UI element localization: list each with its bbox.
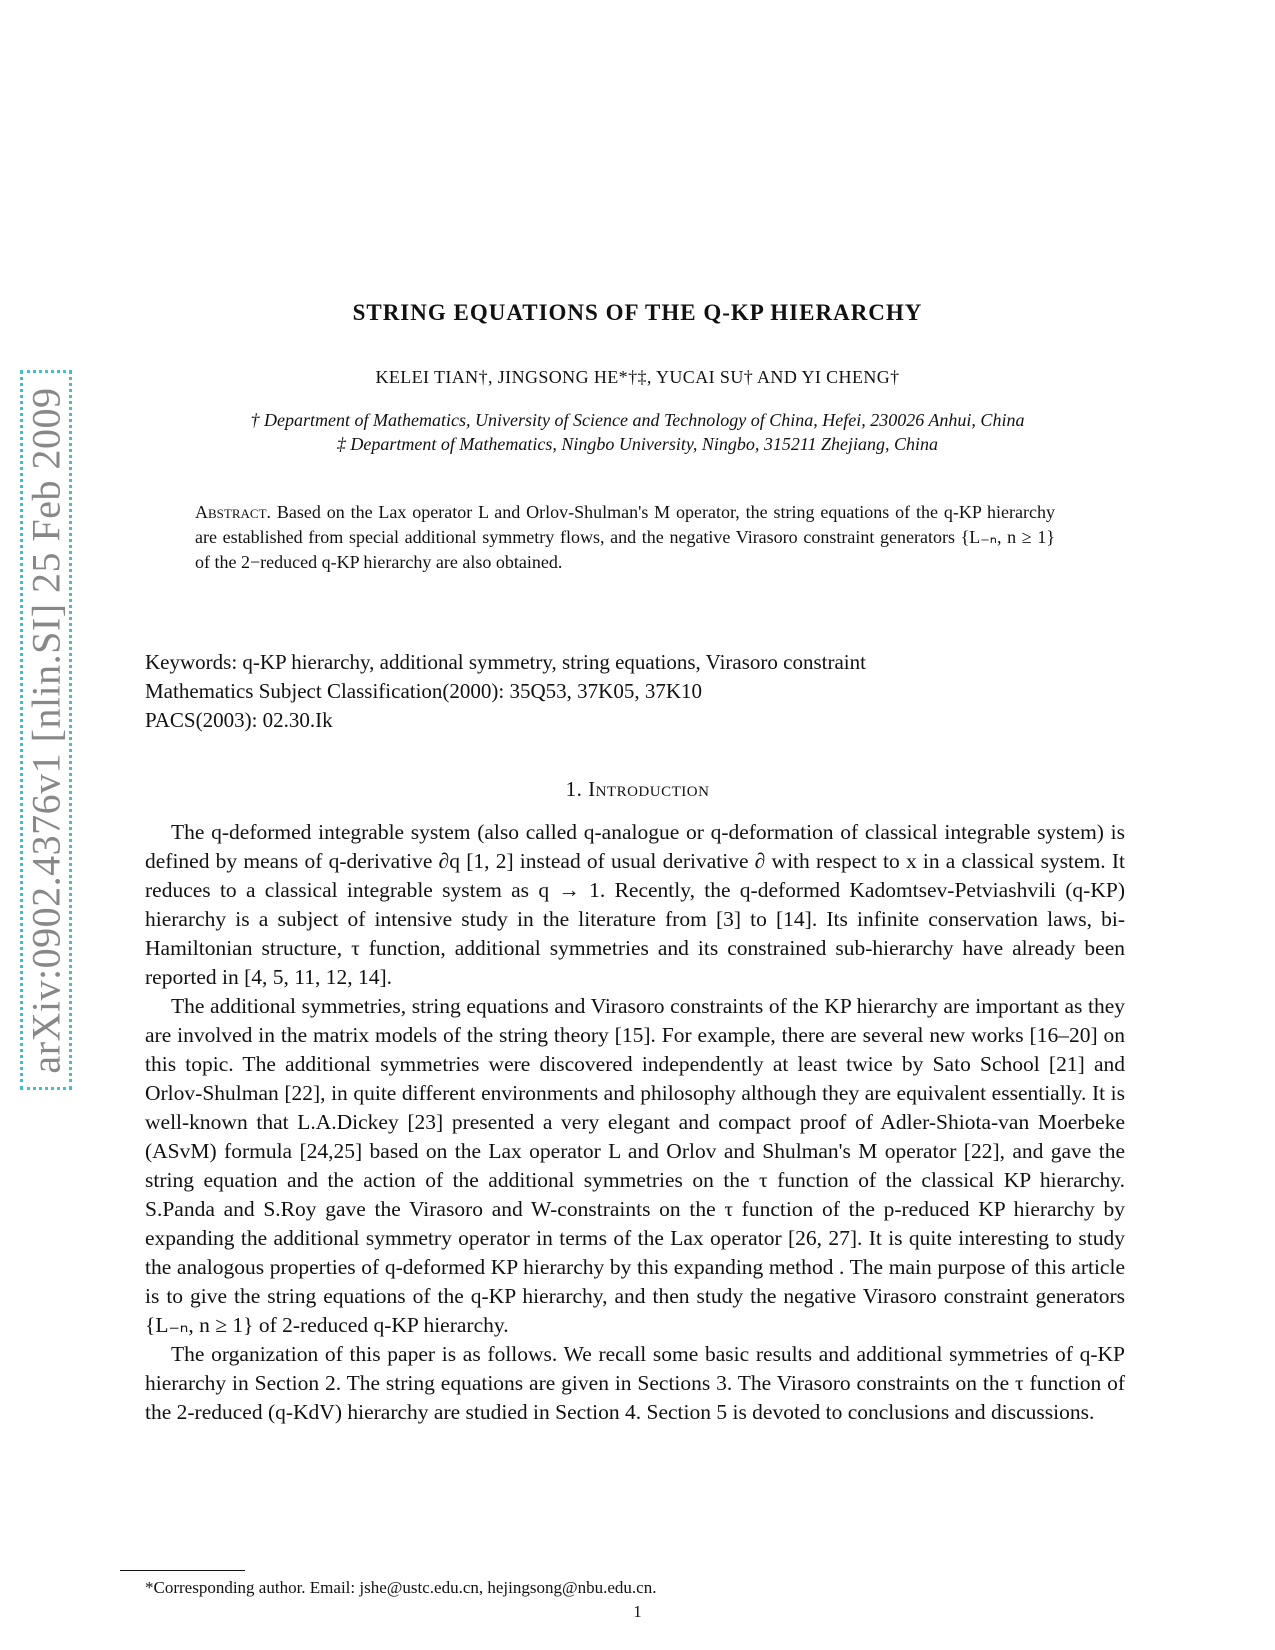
section-heading: 1. Introduction [565, 777, 710, 801]
affiliation-2: ‡ Department of Mathematics, Ningbo University, Ningbo, 315211 Zhejiang, China [336, 434, 939, 454]
abstract-text: Based on the Lax operator L and Orlov-Shulman's M operator, the string equations of the q-KP hierarchy are established from special additional symmetry flows, and the negative Virasoro constraint generators {L₋ₙ, n ≥ 1} of the 2−reduced q-KP hierarchy are also obtained. [195, 502, 1055, 572]
keywords-line: Keywords: q-KP hierarchy, additional symmetry, string equations, Virasoro constraint [145, 650, 866, 674]
affiliation-1: † Department of Mathematics, University of Science and Technology of China, Hefei, 230026 Anhui, China [250, 410, 1025, 430]
abstract-label: Abstract. [195, 502, 272, 522]
msc-line: Mathematics Subject Classification(2000): 35Q53, 37K05, 37K10 [145, 679, 703, 703]
footnote: *Corresponding author. Email: jshe@ustc.edu.cn, hejingsong@nbu.edu.cn. [145, 1578, 657, 1597]
paragraph-1: The q-deformed integrable system (also called q-analogue or q-deformation of classical integrable system) is defined by means of q-derivative ∂q [1, 2] instead of usual derivative ∂ with respect to x in a classical system. It reduces to a classical integrable system as q → 1. Recently, the q-deformed Kadomtsev-Petviashvili (q-KP) hierarchy is a subject of intensive study in the literature from [3] to [14]. Its infinite conservation laws, bi-Hamiltonian structure, τ function, additional symmetries and its constrained sub-hierarchy have already been reported in [4, 5, 11, 12, 14]. [145, 820, 1125, 989]
paragraph-3: The organization of this paper is as follows. We recall some basic results and additional symmetries of q-KP hierarchy in Section 2. The string equations are given in Sections 3. The Virasoro constraints on the τ function of the 2-reduced (q-KdV) hierarchy are studied in Section 4. Section 5 is devoted to conclusions and discussions. [145, 1342, 1125, 1424]
arxiv-stamp-text: arXiv:0902.4376v1 [nlin.SI] 25 Feb 2009 [23, 386, 69, 1074]
pacs-line: PACS(2003): 02.30.Ik [145, 708, 333, 732]
page-number: 1 [633, 1602, 642, 1621]
footnote-rule [120, 1570, 245, 1571]
paragraph-2: The additional symmetries, string equations and Virasoro constraints of the KP hierarchy are important as they are involved in the matrix models of the string theory [15]. For example, there are several new works [16–20] on this topic. The additional symmetries were discovered independently at least twice by Sato School [21] and Orlov-Shulman [22], in quite different environments and philosophy although they are equivalent essentially. It is well-known that L.A.Dickey [23] presented a very elegant and compact proof of Adler-Shiota-van Moerbeke (ASvM) formula [24,25] based on the Lax operator L and Orlov and Shulman's M operator [22], and gave the string equation and the action of the additional symmetries on the τ function of the classical KP hierarchy. S.Panda and S.Roy gave the Virasoro and W-constraints on the τ function of the p-reduced KP hierarchy by expanding the additional symmetry operator in terms of the Lax operator [26, 27]. It is quite interesting to study the analogous properties of q-deformed KP hierarchy by this expanding method . The main purpose of this article is to give the string equations of the q-KP hierarchy, and then study the negative Virasoro constraint generators {L₋ₙ, n ≥ 1} of 2-reduced q-KP hierarchy. [145, 994, 1125, 1337]
keywords-block [145, 648, 1125, 735]
paper-title: STRING EQUATIONS OF THE Q-KP HIERARCHY [352, 300, 923, 325]
arxiv-stamp [20, 370, 72, 1090]
author-list: KELEI TIAN†, JINGSONG HE*†‡, YUCAI SU† AND YI CHENG† [375, 367, 900, 387]
abstract [195, 500, 1055, 575]
introduction-body [145, 818, 1125, 1427]
